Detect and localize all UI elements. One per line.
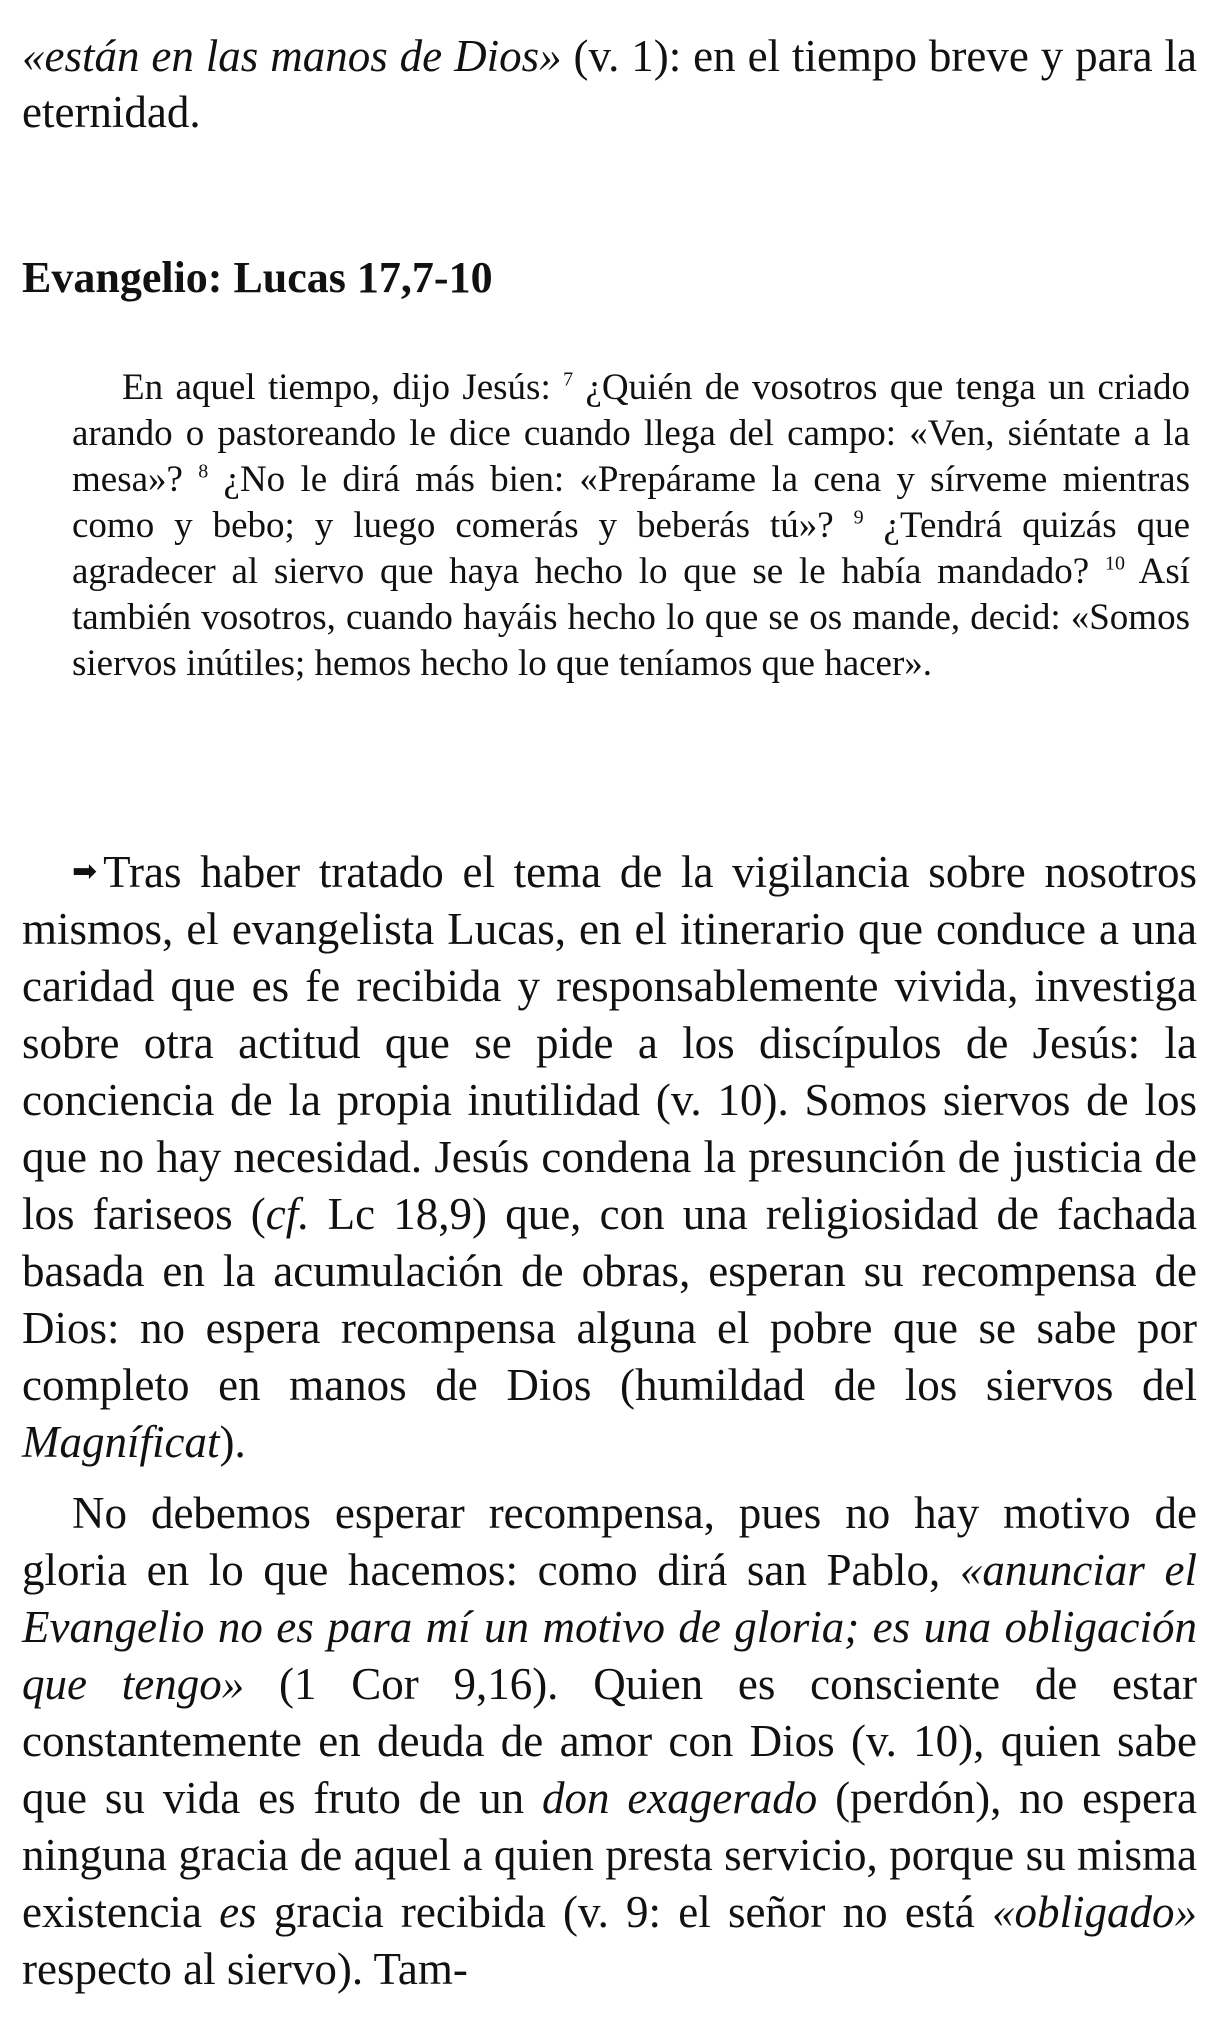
- gospel-passage: [72, 365, 1190, 687]
- verse-8: ¿No le dirá más bien: «Prepárame la cena y sírveme mientras como y bebo; y luego comerás y beberás tú»?: [72, 459, 1190, 546]
- commentary-paragraph-2: [22, 1485, 1197, 1998]
- commentary-text: No debemos esperar recompensa, pues no hay motivo de gloria en lo que hacemos: como dirá san Pablo,: [22, 1488, 1197, 1595]
- commentary-paragraph-1: [22, 843, 1197, 1471]
- commentary-text: ).: [219, 1417, 246, 1467]
- obligado-quote: «obligado»: [991, 1887, 1197, 1937]
- don-exagerado: don exagerado: [541, 1773, 818, 1823]
- commentary-text: Lc 18,9) que, con una religiosidad de fachada basada en la acumulación de obras, esperan su recompensa de Dios: no espera recompensa alguna el pobre que se sabe por completo en manos de Dios (humildad de los siervos del: [22, 1189, 1197, 1410]
- verse-10: Así también vosotros, cuando hayáis hecho lo que se os mande, decid: «Somos siervos inútiles; hemos hecho lo que teníamos que hacer».: [72, 551, 1191, 684]
- gospel-text: [72, 365, 1190, 687]
- intro-quote: «están en las manos de Dios»: [22, 31, 562, 81]
- intro-paragraph: [22, 28, 1197, 140]
- commentary-text: (1 Cor 9,16). Quien es consciente de estar constantemente en deuda de amor con Dios (v. 10), quien sabe que su vida es fruto de un: [22, 1659, 1197, 1823]
- verse-number: 7: [563, 368, 574, 391]
- pablo-quote: «anunciar el Evangelio no es para mí un motivo de gloria; es una obligación que tengo»: [22, 1545, 1197, 1709]
- verse-number: 10: [1104, 552, 1125, 575]
- arrow-right-icon: ➡: [72, 854, 98, 889]
- es-emphasis: es: [219, 1887, 257, 1937]
- verse-number: 9: [853, 506, 864, 529]
- magnificat-title: Magníficat: [22, 1417, 220, 1467]
- commentary-text: gracia recibida (v. 9: el señor no está: [256, 1887, 992, 1937]
- gospel-heading: Evangelio: Lucas 17,7-10: [22, 253, 493, 302]
- verse-number: 8: [198, 460, 209, 483]
- verse-9: ¿Tendrá quizás que agradecer al siervo que haya hecho lo que se le había mandado?: [72, 505, 1190, 592]
- verse-intro: En aquel tiempo, dijo Jesús:: [122, 367, 564, 408]
- verse-7: ¿Quién de vosotros que tenga un criado arando o pastoreando le dice cuando llega del campo: «Ven, siéntate a la mesa»?: [72, 367, 1190, 500]
- commentary: [22, 843, 1197, 1998]
- intro-text: (v. 1): en el tiempo breve y para la eternidad.: [22, 31, 1197, 137]
- commentary-text: Tras haber tratado el tema de la vigilancia sobre nosotros mismos, el evangelista Lucas, en el itinerario que conduce a una caridad que es fe recibida y responsablemente vivida, investiga sobre otra actitud que se pide a los discípulos de Jesús: la conciencia de la propia inutilidad (v. 10). Somos siervos de los que no hay necesidad. Jesús condena la presunción de justicia de los fariseos (: [22, 847, 1197, 1239]
- commentary-text: (perdón), no espera ninguna gracia de aquel a quien presta servicio, porque su misma existencia: [22, 1773, 1197, 1937]
- cf-abbreviation: cf.: [265, 1189, 310, 1239]
- commentary-text: respecto al siervo). Tam-: [22, 1944, 468, 1994]
